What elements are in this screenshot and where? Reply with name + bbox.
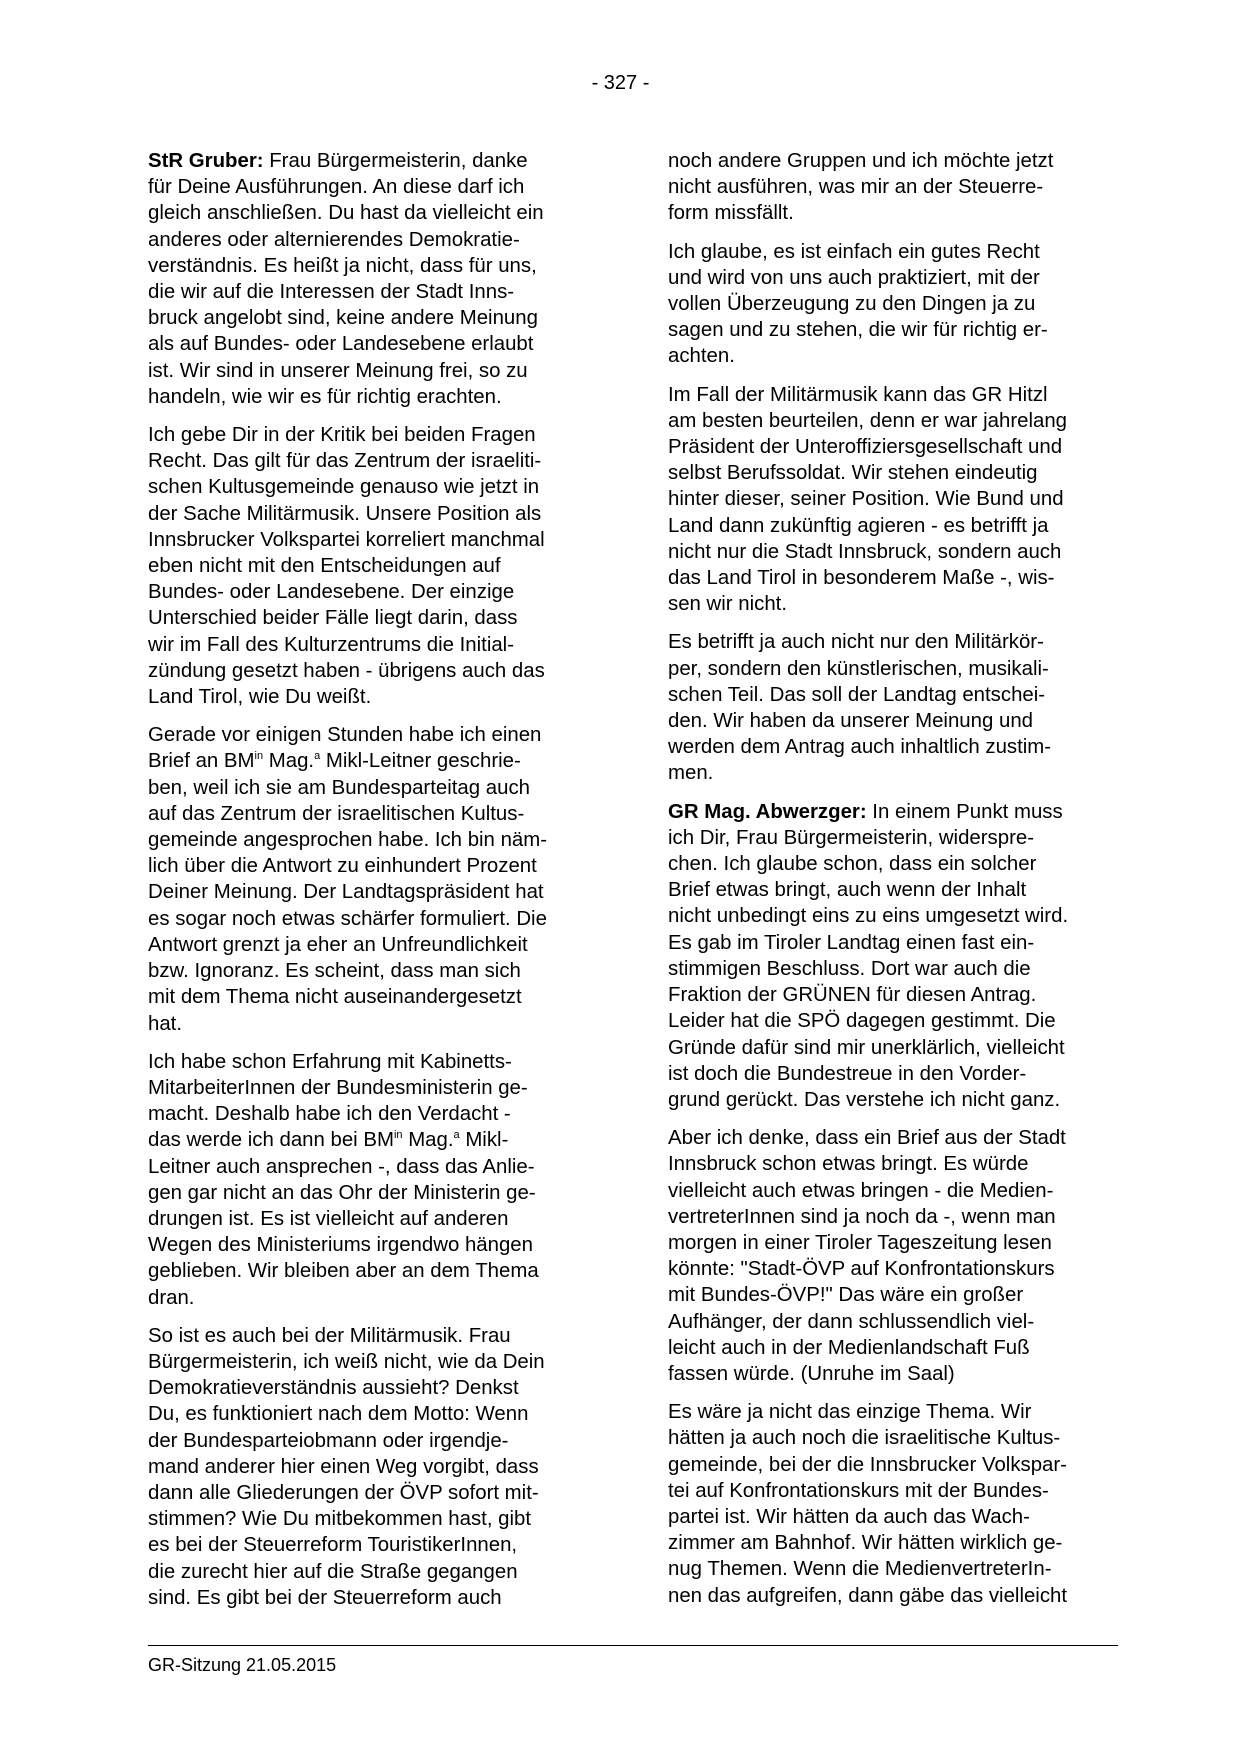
text-line: Brief etwas bringt, auch wenn der Inhalt [668,879,1027,902]
right-column [668,148,1118,1609]
left-column [148,148,598,1611]
text-line: men. [668,762,714,785]
text-line: gleich anschließen. Du hast da vielleicht ein [148,202,544,225]
text-line: In einem Punkt muss [866,800,1063,823]
text-line: ben, weil ich sie am Bundesparteitag auch [148,776,530,799]
text-line: und wird von uns auch praktiziert, mit der [668,266,1040,289]
text-line: handeln, wie wir es für richtig erachten. [148,385,502,408]
text-line: die zurecht hier auf die Straße gegangen [148,1560,518,1583]
text-line: Aufhänger, der dann schlussendlich viel- [668,1310,1035,1333]
paragraph [668,629,1118,786]
text-line: So ist es auch bei der Militärmusik. Frau [148,1324,511,1347]
text-line: geblieben. Wir bleiben aber an dem Thema [148,1260,539,1283]
paragraph-gruber-intro [148,148,598,410]
text-line: vertreterInnen sind ja noch da -, wenn man [668,1205,1056,1228]
text-line: bruck angelobt sind, keine andere Meinung [148,307,538,330]
text-line: nen das aufgreifen, dann gäbe das vielleicht [668,1584,1068,1607]
text-line: Es gab im Tiroler Landtag einen fast ein- [668,931,1035,954]
text-line: wir im Fall des Kulturzentrums die Initial- [148,633,515,656]
text-line: Gerade vor einigen Stunden habe ich einen [148,724,542,747]
text-line: Recht. Das gilt für das Zentrum der israeliti- [148,450,542,473]
text-line: Leider hat die SPÖ dagegen gestimmt. Die [668,1010,1056,1033]
text-line: Gründe dafür sind mir unerklärlich, vielleicht [668,1036,1065,1059]
text-line: Aber ich denke, dass ein Brief aus der Stadt [668,1127,1066,1150]
text-line: es bei der Steuerreform TouristikerInnen, [148,1534,518,1557]
paragraph [148,422,598,710]
text-line: selbst Berufssoldat. Wir stehen eindeutig [668,462,1038,485]
text-line: werden dem Antrag auch inhaltlich zustim- [668,736,1052,759]
text-line: hätten ja auch noch die israelitische Kultus- [668,1427,1061,1450]
text-line: Bundes- oder Landesebene. Der einzige [148,581,515,604]
paragraph-abwerzger-intro [668,799,1118,1113]
text-line: dran. [148,1286,195,1309]
text-line: fassen würde. (Unruhe im Saal) [668,1362,955,1385]
text-line: als auf Bundes- oder Landesebene erlaubt [148,333,534,356]
speaker-name: GR Mag. Abwerzger: [668,800,867,823]
text-line: partei ist. Wir hätten da auch das Wach- [668,1505,1030,1528]
text-line: MitarbeiterInnen der Bundesministerin ge- [148,1076,528,1099]
text-line: Fraktion der GRÜNEN für diesen Antrag. [668,984,1037,1007]
text-line: per, sondern den künstlerischen, musikali- [668,657,1049,680]
text-line: grund gerückt. Das verstehe ich nicht ganz. [668,1088,1061,1111]
text-line: Es betrifft ja auch nicht nur den Militärkör- [668,631,1044,654]
text-line: Deiner Meinung. Der Landtagspräsident hat [148,881,544,904]
text-line: könnte: "Stadt-ÖVP auf Konfrontationskurs [668,1258,1055,1281]
text-line: nug Themen. Wenn die MedienvertreterIn- [668,1558,1052,1581]
superscript: a [453,1129,460,1142]
text-line: mand anderer hier einen Weg vorgibt, dass [148,1455,539,1478]
superscript: in [393,1129,403,1142]
paragraph [668,239,1118,370]
text-line: ich Dir, Frau Bürgermeisterin, widerspre- [668,826,1035,849]
text-line: noch andere Gruppen und ich möchte jetzt [668,150,1054,172]
text-line: zündung gesetzt haben - übrigens auch das [148,659,545,682]
text-line: Brief an BM [148,750,255,773]
text-line: Präsident der Unteroffiziersgesellschaft und [668,436,1063,459]
text-line: macht. Deshalb habe ich den Verdacht - [148,1103,511,1126]
text-line: Du, es funktioniert nach dem Motto: Wenn [148,1403,529,1426]
text-line: das Land Tirol in besonderem Maße -, wis- [668,567,1055,590]
footer-session-date: GR-Sitzung 21.05.2015 [148,1655,337,1675]
superscript: in [254,750,264,763]
text-line: anderes oder alternierendes Demokratie- [148,228,520,251]
text-line: morgen in einer Tiroler Tageszeitung lesen [668,1231,1052,1254]
text-line: achten. [668,345,735,368]
paragraph [148,1323,598,1611]
superscript: a [314,750,321,763]
text-line: hat. [148,1012,183,1035]
text-line: Antwort grenzt ja eher an Unfreundlichkeit [148,933,528,956]
text-line: schen Kultusgemeinde genauso wie jetzt in [148,476,540,499]
text-line: stimmen? Wie Du mitbekommen hast, gibt [148,1508,532,1531]
text-line: mit Bundes-ÖVP!" Das wäre ein großer [668,1284,1024,1307]
text-line: dann alle Gliederungen der ÖVP sofort mit- [148,1481,539,1504]
text-line: Es wäre ja nicht das einzige Thema. Wir [668,1401,1032,1424]
text-line: am besten beurteilen, denn er war jahrelang [668,409,1068,432]
paragraph [668,148,1118,227]
text-line: ist. Wir sind in unserer Meinung frei, so zu [148,359,528,382]
text-line: Leitner auch ansprechen -, dass das Anlie- [148,1155,535,1178]
text-line: sen wir nicht. [668,593,787,616]
text-line: Mag. [263,750,315,773]
text-line: drungen ist. Es ist vielleicht auf anderen [148,1207,509,1230]
paragraph [148,1049,598,1311]
text-line: Bürgermeisterin, ich weiß nicht, wie da Dein [148,1350,545,1373]
paragraph [668,1399,1118,1609]
text-line: Demokratieverständnis aussieht? Denkst [148,1377,519,1400]
text-line: gemeinde, bei der die Innsbrucker Volkspar- [668,1453,1067,1476]
text-line: Unterschied beider Fälle liegt darin, dass [148,607,518,630]
text-line: Ich glaube, es ist einfach ein gutes Recht [668,240,1040,263]
text-line: das werde ich dann bei BM [148,1129,394,1152]
text-line: Frau Bürgermeisterin, danke [263,150,528,172]
text-line: tei auf Konfrontationskurs mit der Bundes- [668,1479,1049,1502]
text-line: es sogar noch etwas schärfer formuliert. Die [148,907,547,930]
text-line: Land Tirol, wie Du weißt. [148,686,372,709]
text-line: leicht auch in der Medienlandschaft Fuß [668,1336,1030,1359]
text-line: sind. Es gibt bei der Steuerreform auch [148,1586,502,1609]
text-line: verständnis. Es heißt ja nicht, dass für uns, [148,254,537,277]
paragraph [668,382,1118,618]
text-line: nicht unbedingt eins zu eins umgesetzt wird. [668,905,1069,928]
text-line: gen gar nicht an das Ohr der Ministerin ge- [148,1181,536,1204]
text-line: nicht ausführen, was mir an der Steuerre- [668,176,1044,199]
text-line: Innsbruck schon etwas bringt. Es würde [668,1153,1029,1176]
text-line: Ich gebe Dir in der Kritik bei beiden Fragen [148,424,536,447]
text-line: Land dann zukünftig agieren - es betrifft ja [668,514,1049,537]
text-line: lich über die Antwort zu einhundert Prozent [148,855,537,878]
text-line: die wir auf die Interessen der Stadt Inns- [148,281,515,304]
text-line: Innsbrucker Volkspartei korreliert manchmal [148,528,545,551]
text-line: zimmer am Bahnhof. Wir hätten wirklich ge- [668,1532,1063,1555]
text-line: schen Teil. Das soll der Landtag entschei- [668,683,1046,706]
text-line: Wegen des Ministeriums irgendwo hängen [148,1234,533,1257]
text-line: ist doch die Bundestreue in den Vorder- [668,1062,1027,1085]
text-line: sagen und zu stehen, die wir für richtig er- [668,319,1048,342]
text-line: hinter dieser, seiner Position. Wie Bund und [668,488,1064,511]
text-line: der Bundesparteiobmann oder irgendje- [148,1429,509,1452]
text-line: stimmigen Beschluss. Dort war auch die [668,957,1031,980]
text-line: vielleicht auch etwas bringen - die Medien- [668,1179,1054,1202]
text-line: auf das Zentrum der israelitischen Kultus- [148,802,525,825]
footer-divider [148,1645,1118,1646]
text-line: form missfällt. [668,202,794,225]
text-line: Mikl-Leitner geschrie- [320,750,521,773]
text-line: Im Fall der Militärmusik kann das GR Hitzl [668,383,1048,406]
text-line: den. Wir haben da unserer Meinung und [668,710,1034,733]
text-line: nicht nur die Stadt Innsbruck, sondern auch [668,540,1062,563]
text-line: chen. Ich glaube schon, dass ein solcher [668,853,1037,876]
paragraph [148,722,598,1036]
text-line: mit dem Thema nicht auseinandergesetzt [148,986,522,1009]
text-line: für Deine Ausführungen. An diese darf ich [148,176,525,199]
text-line: bzw. Ignoranz. Es scheint, dass man sich [148,960,521,983]
text-line: Mag. [402,1129,454,1152]
speaker-name: StR Gruber: [148,150,264,172]
text-line: Ich habe schon Erfahrung mit Kabinetts- [148,1050,512,1073]
text-line: vollen Überzeugung zu den Dingen ja zu [668,293,1036,316]
page-number: - 327 - [591,72,650,94]
text-line: der Sache Militärmusik. Unsere Position als [148,502,542,525]
paragraph [668,1125,1118,1387]
text-line: gemeinde angesprochen habe. Ich bin näm- [148,829,548,852]
text-line: eben nicht mit den Entscheidungen auf [148,555,501,578]
text-line: Mikl- [459,1129,509,1152]
